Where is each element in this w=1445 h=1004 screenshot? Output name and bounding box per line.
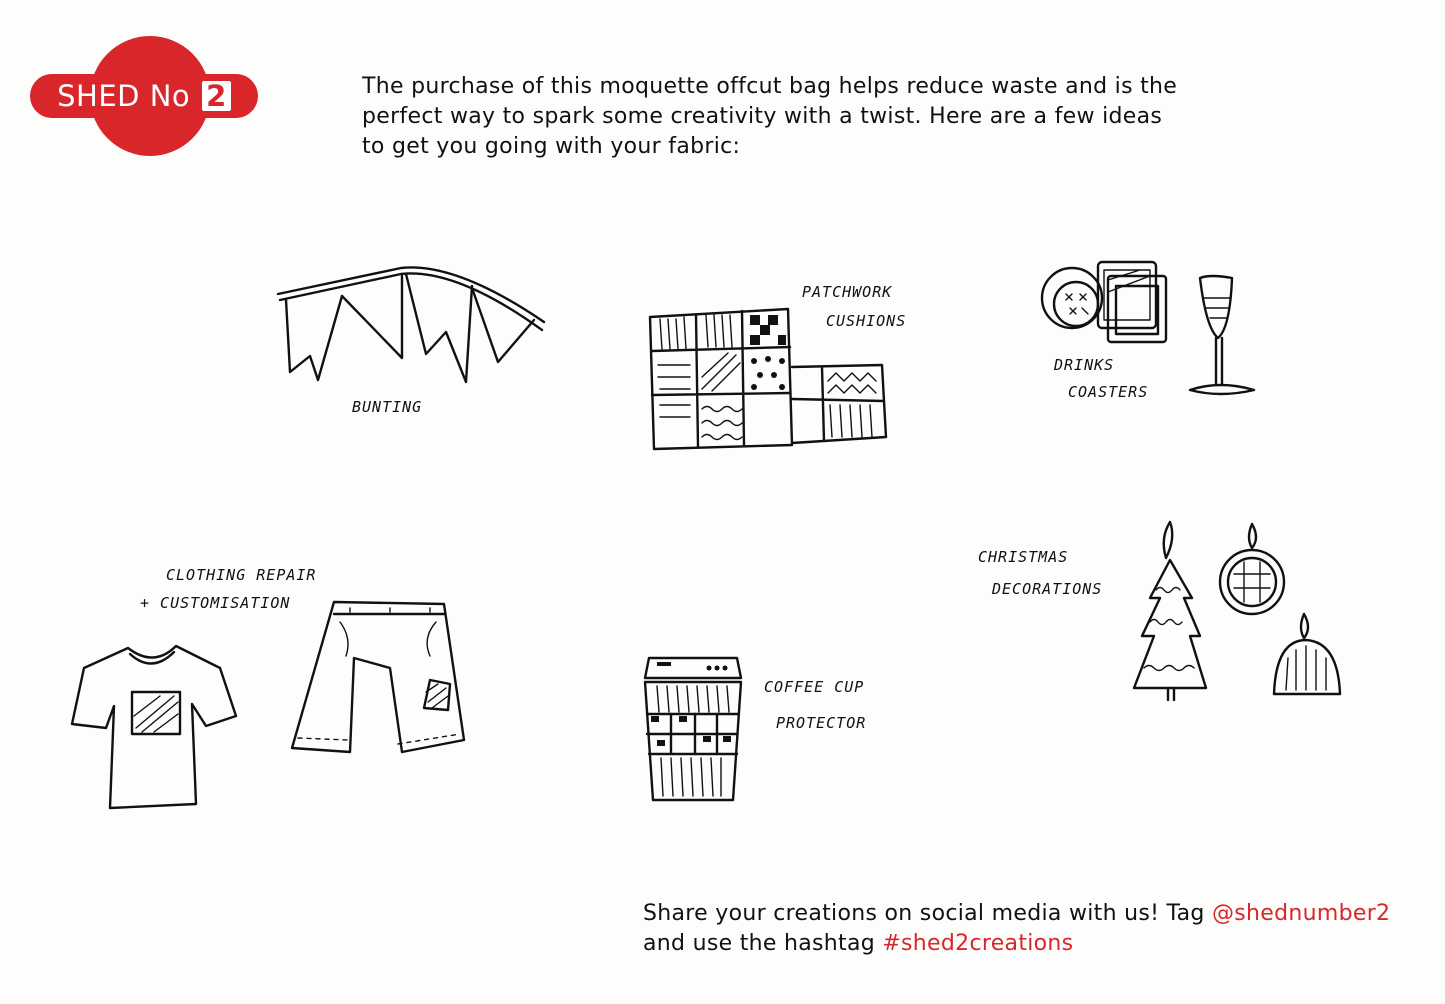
coffee-cup-illustration (637, 654, 747, 802)
coasters-label-line1: DRINKS (1054, 356, 1115, 374)
bunting-label: BUNTING (352, 398, 423, 416)
clothing-label-line2: + CUSTOMISATION (140, 594, 291, 612)
footer-share-text: Share your creations on social media with us! Tag (643, 901, 1212, 926)
logo-number: 2 (202, 81, 231, 111)
intro-text: The purchase of this moquette offcut bag helps reduce waste and is the perfect way to spark some creativity with a twist. Here are a few ideas to get you going with your fabric: (362, 74, 1178, 159)
bunting-illustration (276, 262, 551, 392)
xmas-label-line2: DECORATIONS (992, 580, 1103, 598)
coffee-label-line1: COFFEE CUP (764, 678, 865, 696)
christmas-decorations-illustration (1130, 518, 1360, 708)
clothing-label-line1: CLOTHING REPAIR (166, 566, 317, 584)
hashtag-link[interactable]: #shed2creations (882, 931, 1074, 956)
logo-bar (30, 74, 258, 118)
coasters-label-line2: COASTERS (1068, 383, 1149, 401)
drinks-coasters-illustration (1040, 258, 1260, 403)
xmas-label-line1: CHRISTMAS (978, 548, 1069, 566)
tshirt-illustration (70, 640, 242, 815)
footer-hashtag-text: and use the hashtag (643, 931, 883, 956)
cushions-label-line1: PATCHWORK (802, 283, 893, 301)
footer-text (643, 899, 1423, 959)
social-handle-link[interactable]: @shednumber2 (1211, 901, 1391, 926)
trousers-illustration (290, 598, 468, 770)
footer-line1 (643, 899, 1423, 929)
cushions-label-line2: CUSHIONS (826, 312, 907, 330)
coffee-label-line2: PROTECTOR (776, 714, 867, 732)
brand-logo (30, 36, 260, 156)
logo-wordmark: SHED No (57, 79, 191, 113)
footer-line2 (643, 929, 1423, 959)
